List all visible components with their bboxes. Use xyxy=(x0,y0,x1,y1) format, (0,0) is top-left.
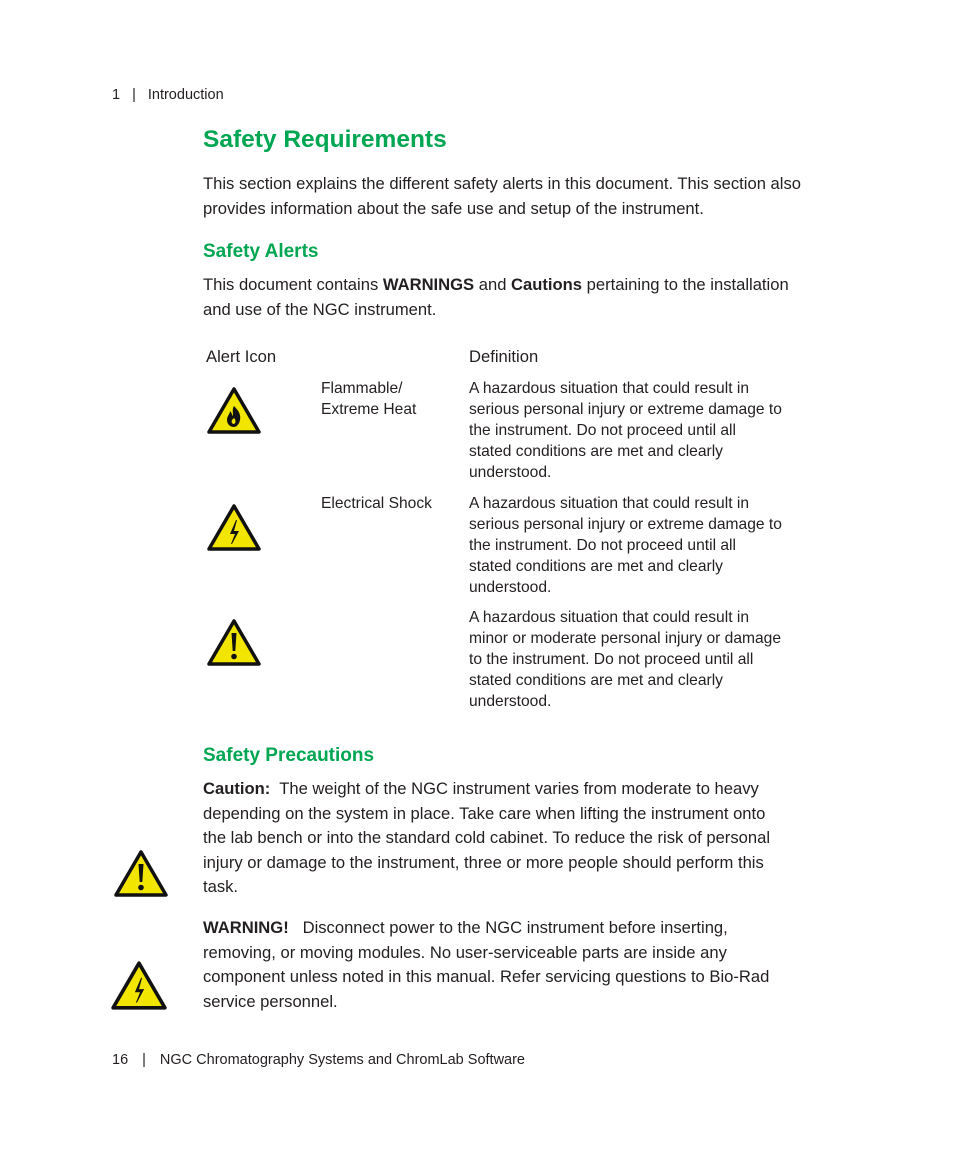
safety-precautions-heading: Safety Precautions xyxy=(203,745,375,766)
definition-line: A hazardous situation that could result in xyxy=(469,609,749,626)
alerts-intro-line-2: and use of the NGC instrument. xyxy=(203,299,437,319)
caution-line: The weight of the NGC instrument varies from moderate to heavy xyxy=(274,779,759,798)
column-header-alert-icon: Alert Icon xyxy=(206,347,277,366)
alert-name-line: Extreme Heat xyxy=(321,401,417,418)
definition-line: serious personal injury or extreme damage to xyxy=(469,401,782,418)
electrical-shock-icon xyxy=(206,503,262,553)
caution-exclamation-icon xyxy=(206,618,262,668)
definition-line: to the instrument. Do not proceed until all xyxy=(469,651,754,668)
caution-exclamation-icon xyxy=(112,849,170,899)
caution-line: depending on the system in place. Take care when lifting the instrument onto xyxy=(203,803,766,823)
warnings-term: WARNINGS xyxy=(382,275,475,294)
page-number: 16 xyxy=(112,1052,129,1068)
alert-name-flammable xyxy=(321,378,416,420)
intro-line-1: This section explains the different safety alerts in this document. This section also xyxy=(203,174,801,193)
warning-line: component unless noted in this manual. Refer servicing questions to Bio-Rad xyxy=(203,967,770,986)
chapter-title: Introduction xyxy=(147,87,224,103)
definition-line: understood. xyxy=(469,464,552,481)
alert-name-line: Flammable/ xyxy=(321,380,403,397)
definition-line: understood. xyxy=(469,693,552,710)
cautions-term: Cautions xyxy=(511,275,583,294)
definition-line: stated conditions are met and clearly xyxy=(469,558,723,575)
alert-definition-caution xyxy=(469,607,809,712)
alerts-intro-paragraph xyxy=(203,273,789,322)
running-footer xyxy=(112,1052,525,1068)
intro-paragraph xyxy=(203,172,801,221)
running-header xyxy=(112,87,224,103)
warning-paragraph xyxy=(203,916,769,1014)
page-title: Safety Requirements xyxy=(203,126,447,153)
caution-line: injury or damage to the instrument, three or more people should perform this xyxy=(203,852,764,872)
warning-label: WARNING! xyxy=(203,918,289,937)
definition-line: serious personal injury or extreme damage to xyxy=(469,516,782,533)
fire-warning-icon xyxy=(206,386,262,436)
definition-line: A hazardous situation that could result in xyxy=(469,380,749,397)
caution-label: Caution: xyxy=(203,779,271,798)
book-title: NGC Chromatography Systems and ChromLab Software xyxy=(159,1052,525,1068)
electrical-shock-icon xyxy=(110,960,168,1012)
header-separator: | xyxy=(132,87,136,103)
caution-line: task. xyxy=(203,877,239,896)
column-header-definition: Definition xyxy=(469,347,539,366)
definition-line: understood. xyxy=(469,579,552,596)
definition-line: stated conditions are met and clearly xyxy=(469,672,723,689)
definition-line: A hazardous situation that could result in xyxy=(469,495,749,512)
definition-line: the instrument. Do not proceed until all xyxy=(469,537,736,554)
chapter-number: 1 xyxy=(112,87,121,103)
definition-line: stated conditions are met and clearly xyxy=(469,443,723,460)
alert-definition-electrical-shock xyxy=(469,493,809,598)
warning-line: removing, or moving modules. No user-serviceable parts are inside any xyxy=(203,942,727,962)
warning-line: service personnel. xyxy=(203,991,338,1011)
safety-alerts-heading: Safety Alerts xyxy=(203,241,319,262)
alerts-intro-suffix: pertaining to the installation xyxy=(582,275,789,294)
alert-name-line: Electrical Shock xyxy=(321,495,432,512)
intro-line-2: provides information about the safe use and setup of the instrument. xyxy=(203,198,704,218)
alert-name-electrical-shock xyxy=(321,493,432,514)
definition-line: the instrument. Do not proceed until all xyxy=(469,422,736,439)
alert-definition-flammable xyxy=(469,378,809,483)
caution-line: the lab bench or into the standard cold cabinet. To reduce the risk of personal xyxy=(203,828,771,847)
footer-separator: | xyxy=(142,1052,146,1068)
caution-paragraph xyxy=(203,777,770,900)
alerts-intro-and: and xyxy=(474,275,512,294)
warning-line: Disconnect power to the NGC instrument before inserting, xyxy=(297,918,728,937)
alerts-intro-prefix: This document contains xyxy=(203,275,383,294)
definition-line: minor or moderate personal injury or damage xyxy=(469,630,782,647)
